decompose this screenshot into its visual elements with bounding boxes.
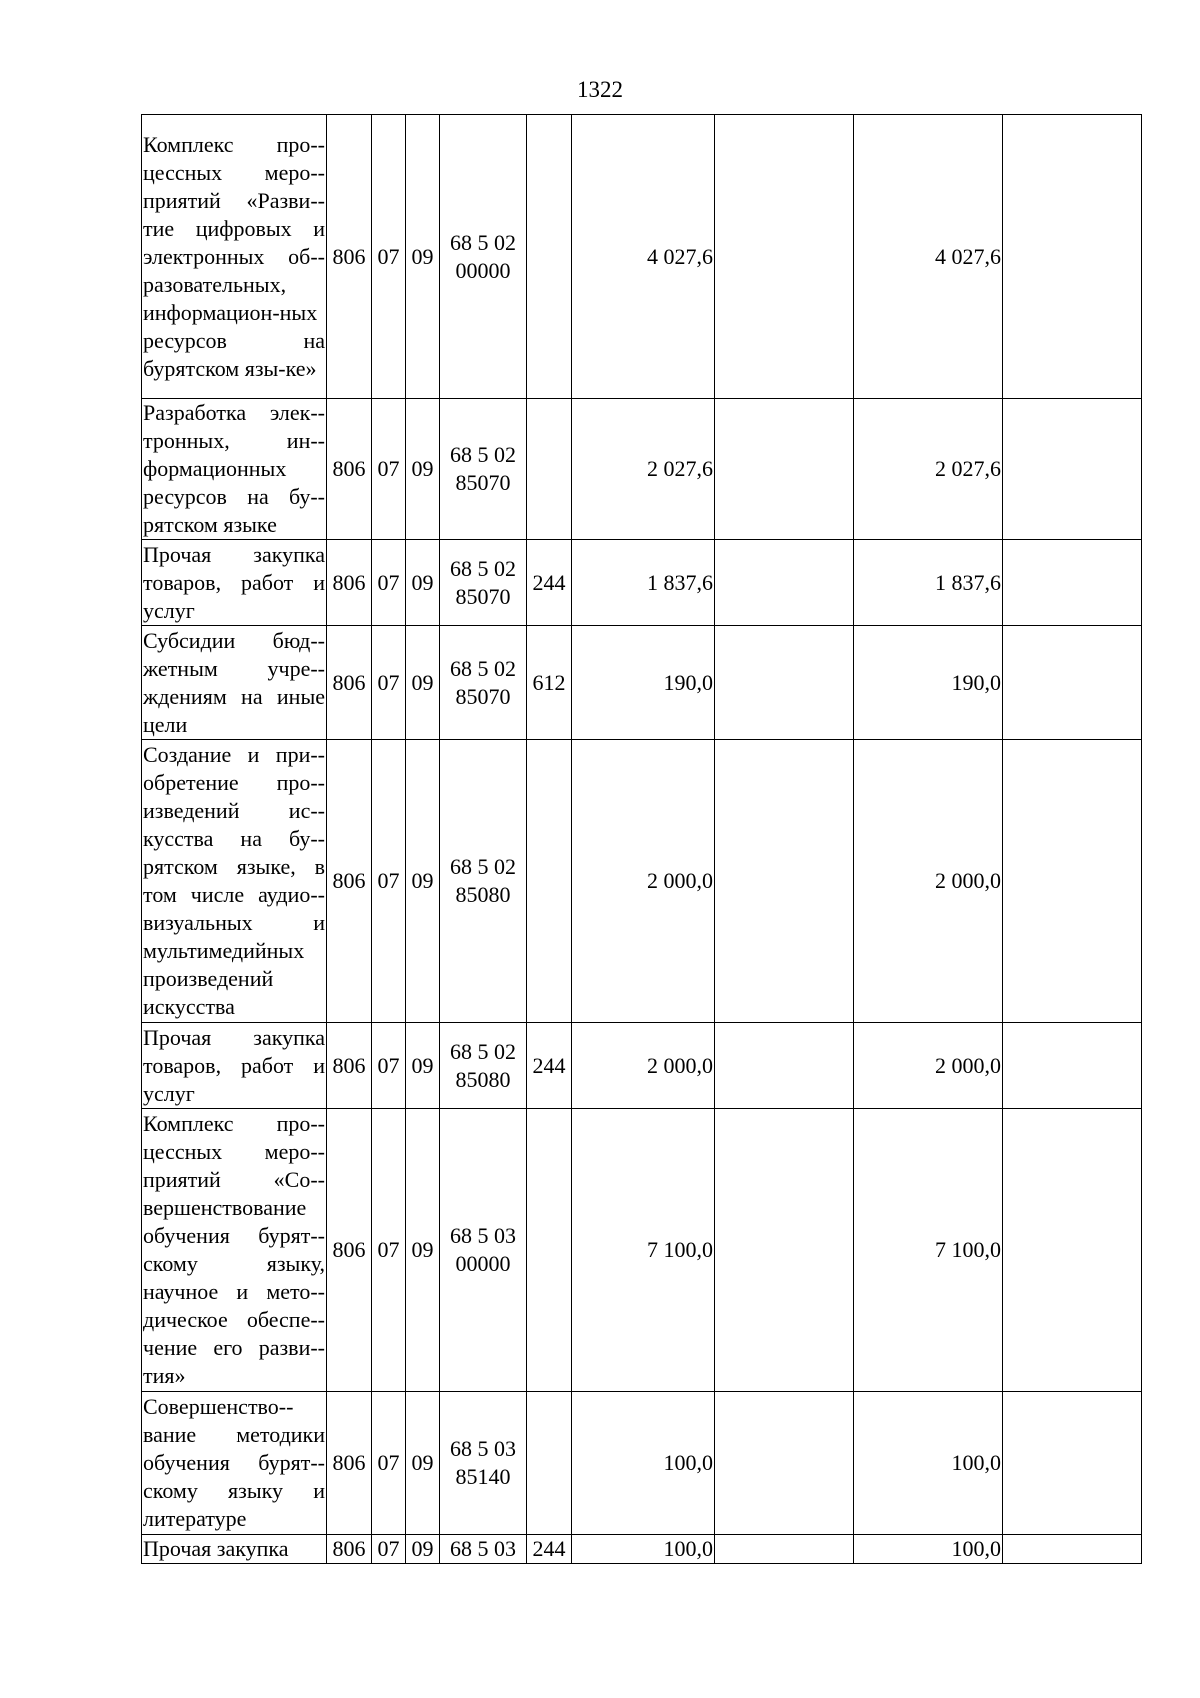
empty-amount-cell — [715, 1109, 854, 1392]
amount-cell: 100,0 — [572, 1535, 715, 1564]
table-row — [142, 399, 1142, 540]
target-article-code-part2: 85080 — [455, 882, 511, 907]
expense-type-cell: 244 — [527, 540, 572, 626]
budget-table — [141, 114, 1142, 1564]
grbs-code-cell: 806 — [327, 626, 372, 740]
section-code-cell: 07 — [372, 1109, 406, 1392]
subsection-code-cell: 09 — [406, 1535, 440, 1564]
target-article-code-part2: 85080 — [455, 1066, 511, 1092]
empty-amount-cell — [715, 1023, 854, 1109]
target-article-code-part2: 85070 — [455, 470, 511, 495]
grbs-code-cell: 806 — [327, 1109, 372, 1392]
grbs-code-cell: 806 — [327, 399, 372, 540]
grbs-code-cell: 806 — [327, 1392, 372, 1535]
table-row — [142, 740, 1142, 1023]
amount-cell: 2 000,0 — [572, 740, 715, 1023]
target-article-cell — [440, 1109, 527, 1392]
grbs-code-cell: 806 — [327, 1023, 372, 1109]
table-row — [142, 626, 1142, 740]
table-row — [142, 1535, 1142, 1564]
expense-type-cell — [527, 740, 572, 1023]
target-article-code-part2: 00000 — [455, 257, 511, 283]
subsection-code-cell: 09 — [406, 626, 440, 740]
table-row — [142, 1392, 1142, 1535]
amount-total-cell: 4 027,6 — [854, 115, 1003, 399]
target-article-code-part2: 00000 — [455, 1251, 511, 1276]
section-code-cell: 07 — [372, 1023, 406, 1109]
page-number: 1322 — [577, 77, 623, 102]
subsection-code-cell: 09 — [406, 540, 440, 626]
section-code-cell: 07 — [372, 399, 406, 540]
amount-cell: 2 027,6 — [572, 399, 715, 540]
row-name-cell: Субсидии бюд-жетным учре-ждениям на иные цели — [142, 626, 327, 740]
amount-cell: 190,0 — [572, 626, 715, 740]
target-article-code-part1: 68 5 02 — [450, 555, 516, 581]
target-article-cell — [440, 115, 527, 399]
expense-type-cell: 244 — [527, 1023, 572, 1109]
amount-cell: 2 000,0 — [572, 1023, 715, 1109]
target-article-cell — [440, 1535, 527, 1564]
row-name-cell: Прочая закупка — [142, 1535, 327, 1564]
section-code-cell: 07 — [372, 1535, 406, 1564]
empty-amount-cell — [715, 740, 854, 1023]
amount-total-cell: 190,0 — [854, 626, 1003, 740]
grbs-code-cell: 806 — [327, 115, 372, 399]
table-row — [142, 1109, 1142, 1392]
target-article-cell — [440, 626, 527, 740]
empty-amount-cell — [1003, 399, 1142, 540]
amount-total-cell: 100,0 — [854, 1535, 1003, 1564]
empty-amount-cell — [1003, 1023, 1142, 1109]
subsection-code-cell: 09 — [406, 1023, 440, 1109]
table-row — [142, 115, 1142, 399]
empty-amount-cell — [715, 1535, 854, 1564]
expense-type-cell — [527, 399, 572, 540]
amount-total-cell: 100,0 — [854, 1392, 1003, 1535]
amount-total-cell: 2 000,0 — [854, 740, 1003, 1023]
subsection-code-cell: 09 — [406, 1109, 440, 1392]
row-name-cell: Разработка элек-тронных, ин-формационных ресурсов на бу-рятском языке — [142, 399, 327, 540]
target-article-cell — [440, 399, 527, 540]
expense-type-cell: 244 — [527, 1535, 572, 1564]
amount-cell: 7 100,0 — [572, 1109, 715, 1392]
empty-amount-cell — [1003, 540, 1142, 626]
subsection-code-cell: 09 — [406, 740, 440, 1023]
amount-total-cell: 2 027,6 — [854, 399, 1003, 540]
grbs-code-cell: 806 — [327, 740, 372, 1023]
empty-amount-cell — [715, 626, 854, 740]
amount-cell: 100,0 — [572, 1392, 715, 1535]
target-article-cell — [440, 1392, 527, 1535]
section-code-cell: 07 — [372, 540, 406, 626]
expense-type-cell — [527, 1392, 572, 1535]
empty-amount-cell — [715, 399, 854, 540]
empty-amount-cell — [1003, 1109, 1142, 1392]
target-article-cell — [440, 540, 527, 626]
grbs-code-cell: 806 — [327, 540, 372, 626]
target-article-cell — [440, 1023, 527, 1109]
table-body — [142, 115, 1142, 1564]
section-code-cell: 07 — [372, 626, 406, 740]
target-article-code-part2: 85070 — [455, 583, 511, 609]
section-code-cell: 07 — [372, 115, 406, 399]
amount-total-cell: 7 100,0 — [854, 1109, 1003, 1392]
target-article-code-part1: 68 5 03 — [450, 1536, 516, 1561]
target-article-code-part1: 68 5 02 — [450, 655, 516, 681]
section-code-cell: 07 — [372, 1392, 406, 1535]
amount-cell: 4 027,6 — [572, 115, 715, 399]
amount-total-cell: 1 837,6 — [854, 540, 1003, 626]
target-article-code-part2: 85070 — [455, 683, 511, 709]
expense-type-cell: 612 — [527, 626, 572, 740]
empty-amount-cell — [1003, 740, 1142, 1023]
table-row — [142, 1023, 1142, 1109]
target-article-code-part2: 85140 — [455, 1464, 511, 1489]
table-row — [142, 540, 1142, 626]
row-name-cell: Комплекс про-цессных меро-приятий «Со-вершенствование обучения бурят-скому языку, научное и мето-дическое обеспе-чение его разви-тия» — [142, 1109, 327, 1392]
row-name-cell: Создание и при-обретение про-изведений ис-кусства на бу-рятском языке, в том числе аудио-визуальных и мультимедийных произведений искусства — [142, 740, 327, 1023]
empty-amount-cell — [1003, 115, 1142, 399]
target-article-code-part1: 68 5 02 — [450, 1038, 516, 1064]
subsection-code-cell: 09 — [406, 115, 440, 399]
subsection-code-cell: 09 — [406, 1392, 440, 1535]
amount-cell: 1 837,6 — [572, 540, 715, 626]
section-code-cell: 07 — [372, 740, 406, 1023]
empty-amount-cell — [1003, 1535, 1142, 1564]
target-article-code-part1: 68 5 02 — [450, 229, 516, 255]
row-name-cell: Совершенство-вание методики обучения бурят-скому языку и литературе — [142, 1392, 327, 1535]
row-name-cell: Комплекс про-цессных меро-приятий «Разви-тие цифровых и электронных об-разовательных, информацион-ных ресурсов на бурятском язы-ке» — [142, 115, 327, 399]
target-article-cell — [440, 740, 527, 1023]
expense-type-cell — [527, 115, 572, 399]
grbs-code-cell: 806 — [327, 1535, 372, 1564]
target-article-code-part1: 68 5 02 — [450, 442, 516, 467]
row-name-cell: Прочая закупка товаров, работ и услуг — [142, 540, 327, 626]
row-name-cell: Прочая закупка товаров, работ и услуг — [142, 1023, 327, 1109]
empty-amount-cell — [715, 1392, 854, 1535]
empty-amount-cell — [1003, 626, 1142, 740]
empty-amount-cell — [1003, 1392, 1142, 1535]
subsection-code-cell: 09 — [406, 399, 440, 540]
empty-amount-cell — [715, 115, 854, 399]
expense-type-cell — [527, 1109, 572, 1392]
amount-total-cell: 2 000,0 — [854, 1023, 1003, 1109]
target-article-code-part1: 68 5 03 — [450, 1436, 516, 1461]
target-article-code-part1: 68 5 03 — [450, 1223, 516, 1248]
target-article-code-part1: 68 5 02 — [450, 854, 516, 879]
empty-amount-cell — [715, 540, 854, 626]
